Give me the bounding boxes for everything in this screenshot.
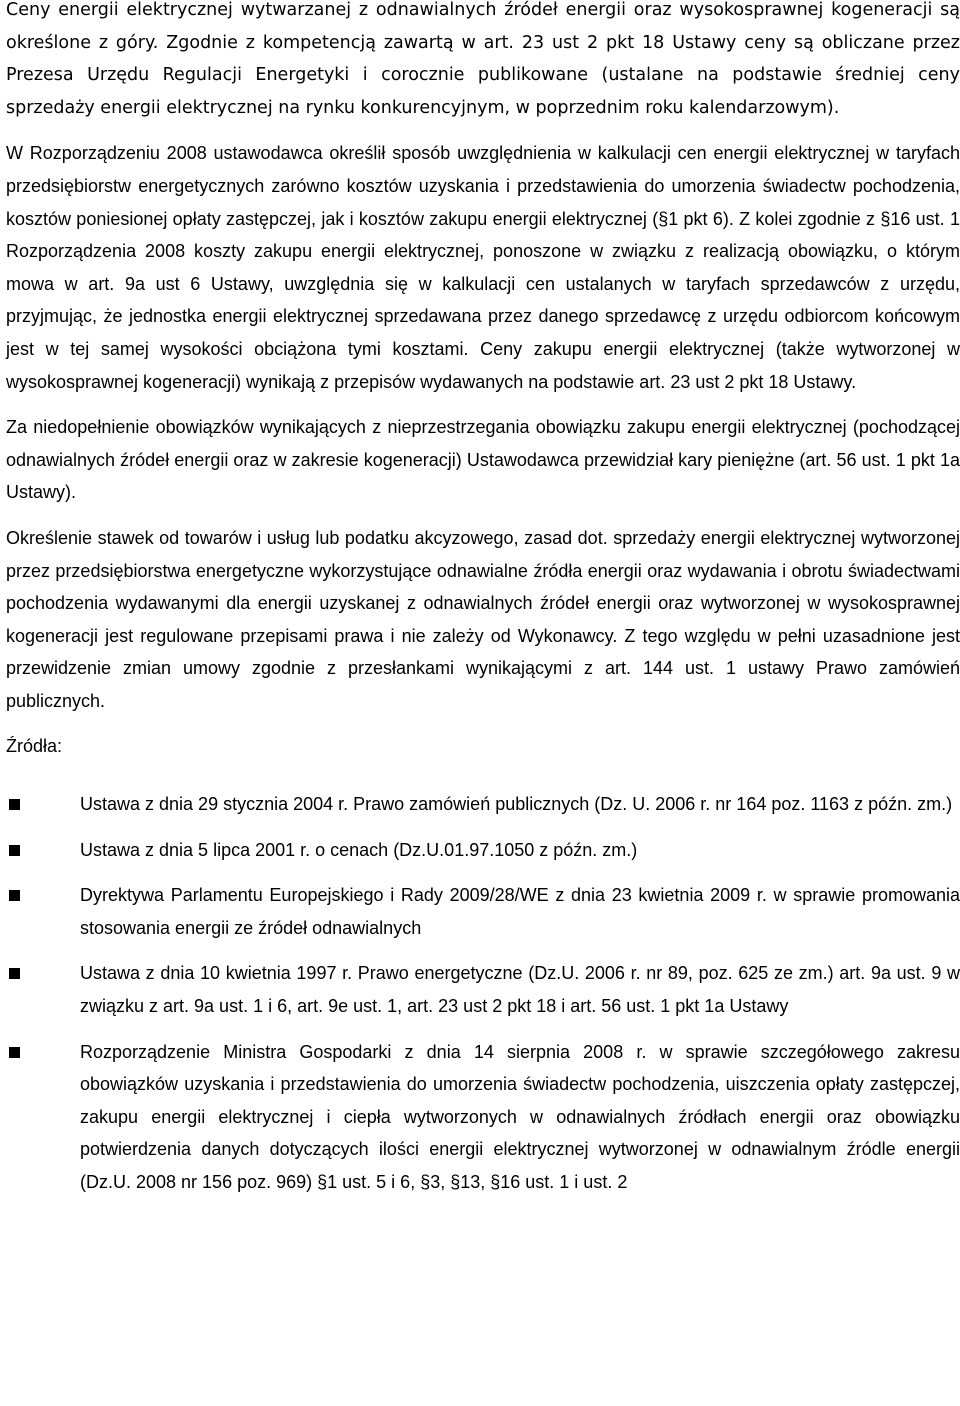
list-item — [6, 788, 960, 821]
source-text: Ustawa z dnia 10 kwietnia 1997 r. Prawo energetyczne (Dz.U. 2006 r. nr 89, poz. 625 ze zm.) art. 9a ust. 9 w związku z art. 9a ust. 1 i 6, art. 9e ust. 1, art. 23 ust 2 pkt 18 i art. 56 ust. 1 pkt 1a Ustawy — [80, 963, 960, 1017]
sources-list — [6, 788, 960, 1199]
list-item — [6, 1036, 960, 1199]
paragraph-gap — [6, 124, 960, 137]
paragraph-gap — [6, 398, 960, 411]
paragraph-contract-changes: Określenie stawek od towarów i usług lub podatku akcyzowego, zasad dot. sprzedaży energii elektrycznej wytworzonej przez przedsiębiorstwa energetyczne wykorzystujące odnawialne źródła energii oraz wydawania i obrotu świadectwami pochodzenia wydawanymi dla energii uzyskanej z odnawialnych źródeł energii oraz wytworzonej w wysokosprawnej kogeneracji jest regulowane przepisami prawa i nie zależy od Wykonawcy. Z tego względu w pełni uzasadnione jest przewidzenie zmian umowy zgodnie z przesłankami wynikającymi z art. 144 ust. 1 ustawy Prawo zamówień publicznych. — [6, 527, 960, 711]
square-bullet-icon — [9, 799, 20, 810]
square-bullet-icon — [9, 968, 20, 979]
list-item — [6, 879, 960, 944]
sources-heading: Źródła: — [6, 736, 63, 757]
paragraph-penalties: Za niedopełnienie obowiązków wynikających z nieprzestrzegania obowiązku zakupu energii elektrycznej (pochodzącej odnawialnych źródeł energii oraz w zakresie kogeneracji) Ustawodawca przewidział kary pieniężne (art. 56 ust. 1 pkt 1a Ustawy). — [6, 417, 960, 503]
document-page — [6, 0, 960, 1212]
paragraph-gap — [6, 509, 960, 522]
list-item — [6, 957, 960, 1022]
square-bullet-icon — [9, 890, 20, 901]
paragraph-energy-prices: Ceny energii elektrycznej wytwarzanej z odnawialnych źródeł energii oraz wysokosprawnej kogeneracji są określone z góry. Zgodnie z kompetencją zawartą w art. 23 ust 2 pkt 18 Ustawy ceny są obliczane przez Prezesa Urzędu Regulacji Energetyki i corocznie publikowane (ustalane na podstawie średniej ceny sprzedaży energii elektrycznej na rynku konkurencyjnym, w poprzednim roku kalendarzowym). — [6, 0, 960, 118]
source-text: Ustawa z dnia 5 lipca 2001 r. o cenach (Dz.U.01.97.1050 z późn. zm.) — [80, 839, 638, 860]
square-bullet-icon — [9, 1047, 20, 1058]
list-item — [6, 834, 960, 867]
paragraph-regulation-2008: W Rozporządzeniu 2008 ustawodawca określił sposób uwzględnienia w kalkulacji cen energii elektrycznej w taryfach przedsiębiorstw energetycznych zarówno kosztów uzyskania i przedstawienia do umorzenia świadectw pochodzenia, kosztów poniesionej opłaty zastępczej, jak i kosztów zakupu energii elektrycznej (§1 pkt 6). Z kolei zgodnie z §16 ust. 1 Rozporządzenia 2008 koszty zakupu energii elektrycznej, ponoszone w związku z realizacją obowiązku, o którym mowa w art. 9a ust 6 Ustawy, uwzględnia się w kalkulacji cen ustalanych w taryfach sprzedawców z urzędu, przyjmując, że jednostka energii elektrycznej sprzedawana przez danego sprzedawcę z urzędu odbiorcom końcowym jest w tej samej wysokości obciążona tymi kosztami. Ceny zakupu energii elektrycznej (także wytworzonej w wysokosprawnej kogeneracji) wynikają z przepisów wydawanych na podstawie art. 23 ust 2 pkt 18 Ustawy. — [6, 143, 960, 392]
source-text: Dyrektywa Parlamentu Europejskiego i Rady 2009/28/WE z dnia 23 kwietnia 2009 r. w sprawie promowania stosowania energii ze źródeł odnawialnych — [80, 885, 960, 938]
square-bullet-icon — [9, 845, 20, 856]
source-text: Ustawa z dnia 29 stycznia 2004 r. Prawo zamówień publicznych (Dz. U. 2006 r. nr 164 poz. 1163 z późn. zm.) — [80, 794, 953, 815]
source-text: Rozporządzenie Ministra Gospodarki z dnia 14 sierpnia 2008 r. w sprawie szczegółowego zakresu obowiązków uzyskania i przedstawienia do umorzenia świadectw pochodzenia, uiszczenia opłaty zastępczej, zakupu energii elektrycznej i ciepła wytworzonych w odnawialnych źródłach energii oraz obowiązku potwierdzenia danych dotyczących ilości energii elektrycznej wytworzonej w odnawialnym źródle energii (Dz.U. 2008 nr 156 poz. 969) §1 ust. 5 i 6, §3, §13, §16 ust. 1 i ust. 2 — [80, 1041, 960, 1192]
paragraph-gap — [6, 717, 960, 730]
